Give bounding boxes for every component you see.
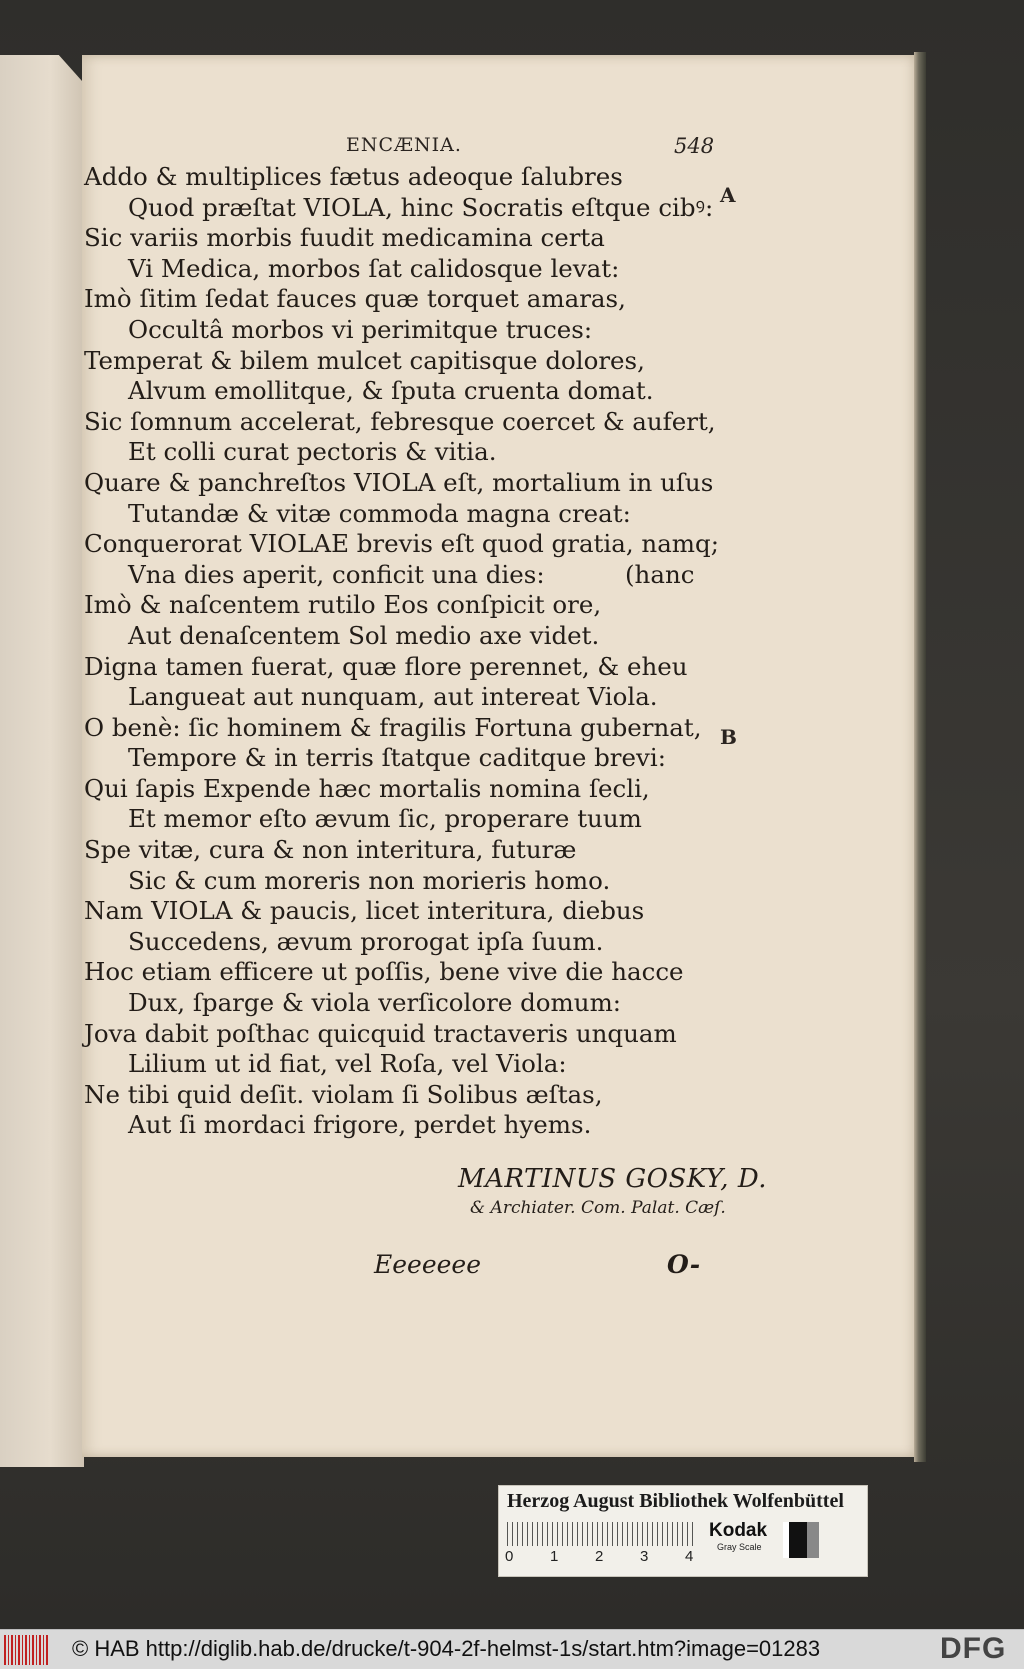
verse-line-text: Occultâ morbos vi perimitque truces: bbox=[128, 314, 593, 344]
verse-line bbox=[84, 774, 704, 805]
verse-line-text: Conquerorat VIOLAE brevis eſt quod gratia, namq; bbox=[84, 529, 719, 559]
verse-line bbox=[84, 1019, 704, 1050]
verse-line bbox=[84, 621, 704, 652]
verse-line bbox=[84, 467, 714, 499]
verse-line-text: Et memor eſto ævum ſic, properare tuum bbox=[128, 804, 642, 834]
barcode-icon bbox=[4, 1635, 48, 1665]
page-number: 548 bbox=[674, 134, 715, 158]
verse-line-text: Nam VIOLA & paucis, licet interitura, diebus bbox=[84, 896, 645, 926]
verse-line bbox=[84, 560, 704, 591]
verse-line-text: Tutandæ & vitæ commoda magna creat: bbox=[128, 498, 631, 528]
verse-line-text: O benè: ſic hominem & fragilis Fortuna gubernat, bbox=[84, 712, 702, 742]
verse-line bbox=[84, 957, 704, 988]
verse-line-text: Aut denaſcentem Sol medio axe videt. bbox=[128, 620, 600, 650]
verse-line bbox=[84, 162, 704, 193]
verse-line bbox=[84, 713, 704, 744]
verse-line bbox=[84, 284, 704, 315]
verse-line-text: Sic ſomnum accelerat, febresque coercet & aufert, bbox=[84, 406, 716, 436]
verse-line bbox=[84, 1110, 704, 1141]
catchword: O- bbox=[667, 1250, 701, 1279]
verse-line-text: Aut ſi mordaci frigore, perdet hyems. bbox=[128, 1110, 592, 1140]
grayscale-label: Gray Scale bbox=[717, 1542, 762, 1552]
kodak-logo: Kodak bbox=[709, 1520, 768, 1541]
card-title: Herzog August Bibliothek Wolfenbüttel bbox=[507, 1490, 844, 1512]
verse-line-text: Jova dabit poſthac quicquid tractaveris unquam bbox=[84, 1018, 677, 1048]
verse-line bbox=[84, 1049, 704, 1080]
verse-line-text: Vi Medica, morbos ſat calidosque levat: bbox=[128, 253, 620, 283]
previous-page-edge bbox=[0, 55, 84, 1467]
verse-line-text: Quod præſtat VIOLA, hinc Socratis eſtque cibꝰ: bbox=[128, 192, 714, 222]
verse-line-text: Alvum emollitque, & ſputa cruenta domat. bbox=[128, 376, 654, 406]
verse-line bbox=[84, 192, 714, 224]
verse-line bbox=[84, 437, 704, 468]
verse-line bbox=[84, 529, 719, 560]
verse-line-text: Imò ſitim ſedat fauces quæ torquet amaras, bbox=[84, 284, 626, 314]
author-signature bbox=[458, 1164, 767, 1218]
ruler-number: 2 bbox=[595, 1548, 604, 1565]
verse-line-text: Sic variis morbis fuudit medicamina certa bbox=[84, 223, 605, 253]
verse-line bbox=[84, 652, 704, 683]
verse-line-text: Quare & panchreſtos VIOLA eſt, mortalium in uſus bbox=[84, 467, 714, 497]
verse-line-text: Langueat aut nunquam, aut intereat Viola. bbox=[128, 682, 658, 712]
verse-line bbox=[84, 499, 704, 530]
ruler-number: 0 bbox=[505, 1548, 514, 1565]
verse-line-text: Imò & naſcentem rutilo Eos conſpicit ore, bbox=[84, 590, 602, 620]
ruler-number: 4 bbox=[685, 1548, 694, 1565]
verse-line bbox=[84, 406, 716, 438]
verse-line-text: Lilium ut id fiat, vel Roſa, vel Viola: bbox=[128, 1049, 567, 1079]
gray-swatch-mid bbox=[807, 1522, 819, 1558]
page-stack-edge bbox=[914, 52, 926, 1462]
verse-line-text: Succedens, ævum prorogat ipſa ſuum. bbox=[128, 926, 604, 956]
verse-line bbox=[84, 590, 704, 621]
verse-line bbox=[84, 743, 704, 774]
verse-line-text: Sic & cum moreris non morieris homo. bbox=[128, 865, 611, 895]
ruler-number: 3 bbox=[640, 1548, 649, 1565]
scale-ruler bbox=[507, 1522, 695, 1546]
poem-text bbox=[84, 162, 719, 1141]
verse-line bbox=[84, 896, 704, 927]
verse-line-text: Vna dies aperit, conficit una dies: bbox=[128, 559, 545, 589]
verse-line bbox=[84, 988, 704, 1019]
ruler-number: 1 bbox=[550, 1548, 559, 1565]
page-header bbox=[0, 130, 1024, 162]
signature-mark: Eeeeeee bbox=[374, 1250, 482, 1279]
verse-line-text: Spe vitæ, cura & non interitura, futuræ bbox=[84, 835, 577, 865]
margin-letter-b: B bbox=[720, 725, 737, 749]
verse-line bbox=[84, 866, 704, 897]
verse-line bbox=[84, 682, 704, 713]
verse-line bbox=[84, 254, 704, 285]
verse-line bbox=[84, 927, 704, 958]
verse-line bbox=[84, 835, 704, 866]
verse-line-text: Hoc etiam efficere ut poſſis, bene vive die hacce bbox=[84, 957, 684, 987]
author-title: & Archiater. Com. Palat. Cæſ. bbox=[470, 1198, 726, 1218]
verse-line-text: Et colli curat pectoris & vitia. bbox=[128, 437, 497, 467]
author-name: MARTINUS GOSKY, D. bbox=[458, 1164, 768, 1194]
color-reference-card bbox=[498, 1485, 868, 1577]
margin-letter-a: A bbox=[720, 183, 736, 207]
verse-line-text: Qui ſapis Expende hæc mortalis nomina ſecli, bbox=[84, 773, 650, 803]
verse-line-text: Ne tibi quid deſit. violam ſi Solibus æſtas, bbox=[84, 1079, 603, 1109]
verse-line bbox=[84, 315, 704, 346]
verse-line-text: Digna tamen fuerat, quæ flore perennet, & eheu bbox=[84, 651, 688, 681]
verse-line bbox=[84, 376, 704, 407]
verse-line bbox=[84, 223, 704, 254]
verse-overflow-word: (hanc bbox=[625, 559, 695, 589]
footer-url[interactable]: © HAB http://diglib.hab.de/drucke/t-904-2f-helmst-1s/start.htm?image=01283 bbox=[72, 1636, 821, 1661]
running-head: ENCÆNIA. bbox=[346, 134, 462, 156]
verse-line-text: Temperat & bilem mulcet capitisque dolores, bbox=[84, 345, 645, 375]
verse-line-text: Tempore & in terris ſtatque caditque brevi: bbox=[128, 743, 666, 773]
dfg-logo: DFG bbox=[940, 1632, 1007, 1665]
verse-line bbox=[84, 804, 704, 835]
verse-line bbox=[84, 1080, 704, 1111]
verse-line-text: Addo & multiplices fætus adeoque ſalubres bbox=[84, 162, 623, 191]
verse-line bbox=[84, 346, 704, 377]
gray-swatch-black bbox=[789, 1522, 807, 1558]
verse-line-text: Dux, ſparge & viola verſicolore domum: bbox=[128, 988, 622, 1018]
footer-bar bbox=[0, 1629, 1024, 1669]
